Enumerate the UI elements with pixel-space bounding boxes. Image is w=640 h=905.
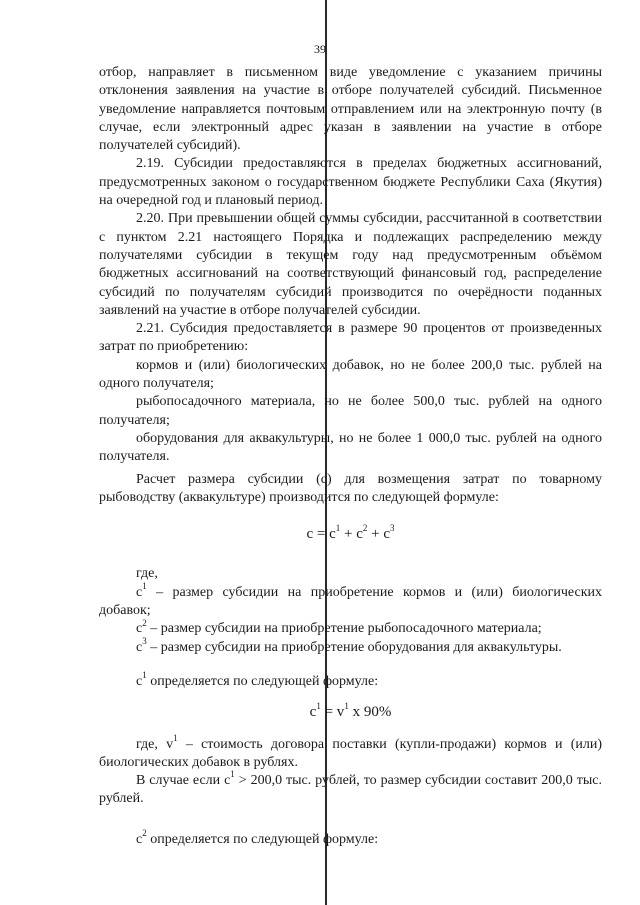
paragraph-continuation: отбор, направляет в письменном виде уведомление с указанием причины отклонения заявления на участие в отборе получателей субсидий. Письменное уведомление направляется почтовым отправлением или на электронную почту (в случае, если электронный адрес указан в заявлении на участие в отборе получателей субсидий). — [99, 65, 602, 154]
c1-formula-intro: $с^1$ определяется по следующей формуле: — [136, 670, 379, 689]
definition-c3: $с^3$ – размер субсидии на приобретение оборудования для аквакультуры. — [136, 635, 562, 655]
formula-c1: $с^1 = v^1$ х 90% — [309, 701, 392, 721]
paragraph-2-21: 2.21. Субсидия предоставляется в размере 90 процентов от произведенных затрат по приобретению: — [99, 321, 602, 355]
paragraph-2-19: 2.19. Субсидии предоставляются в пределах бюджетных ассигнований, предусмотренных законом о государственном бюджете Республики Саха (Якутия) на очередной год и плановый период. — [99, 156, 602, 209]
formula-total-subsidy: $с = с^1 + с^2 + с^3$ — [306, 523, 395, 543]
paragraph-2-20: 2.20. При превышении общей суммы субсидии, рассчитанной в соответствии с пунктом 2.21 настоящего Порядка и подлежащих распределению между получателями субсидии в текущем году над предусмотренным объёмом бюджетных ассигнований на соответствующий финансовый год, распределение субсидий по получателям субсидий производится по очерёдности поданных заявлений на участие в отборе получателей субсидии. — [99, 211, 602, 318]
where-v1: где, $v^1$ – стоимость договора поставки (купли-продажи) кормов и (или) биологических добавок в рублях. — [99, 732, 602, 770]
paragraph-calculation: Расчет размера субсидии (с) для возмещения затрат по товарному рыбоводству (аквакультуре) производится по следующей формуле: — [99, 471, 602, 505]
list-item-feed: кормов и (или) биологических добавок, но не более 200,0 тыс. рублей на одного получателя; — [99, 357, 602, 392]
list-item-fish-stock: рыбопосадочного материала, но не более 500,0 тыс. рублей на одного получателя; — [99, 394, 602, 428]
list-item-equipment: оборудования для аквакультуры, но не более 1 000,0 тыс. рублей на одного получателя. — [99, 430, 602, 465]
c2-formula-intro: $с^2$ определяется по следующей формуле: — [136, 828, 379, 847]
where-label: где, — [136, 566, 158, 582]
paragraph-cap-condition: В случае если $с^1 > 200,0$ тыс. рублей, то размер субсидии составит 200,0 тыс. рублей. — [99, 769, 602, 807]
document-body — [99, 64, 602, 849]
page-number: 39 — [314, 42, 326, 56]
definition-c1: $с^1$ – размер субсидии на приобретение кормов и (или) биологических добавок; — [99, 581, 602, 619]
definition-c2: $с^2$ – размер субсидии на приобретение рыбопосадочного материала; — [136, 617, 542, 637]
